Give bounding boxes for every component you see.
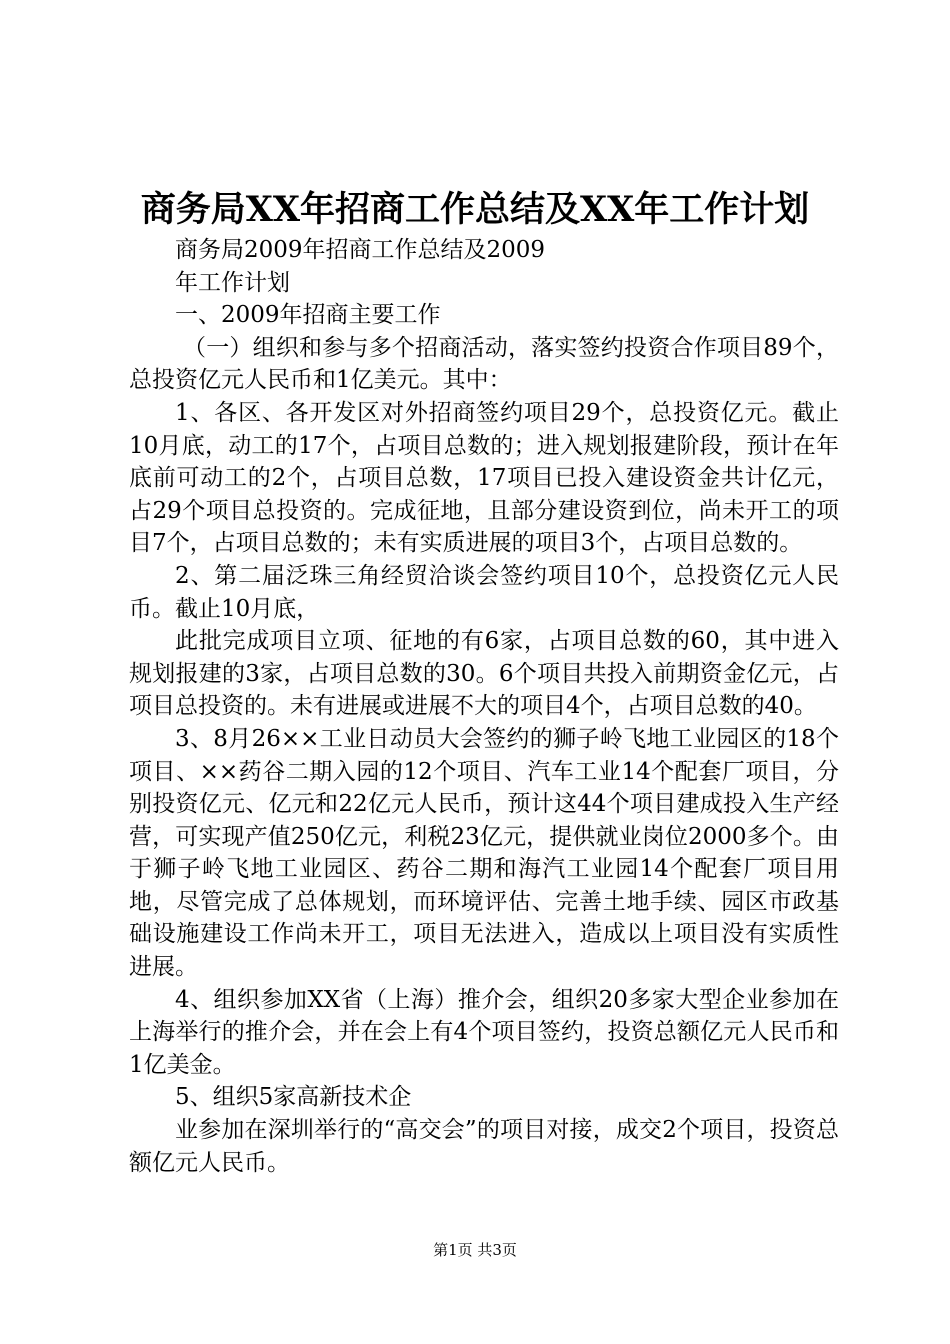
document-body	[129, 234, 839, 1179]
paragraph-subtitle-1: 商务局2009年招商工作总结及2009	[175, 237, 546, 263]
paragraph-item-3: 3、8月26××工业日动员大会签约的狮子岭飞地工业园区的18个项目、××药谷二期入园的12个项目、汽车工业14个配套厂项目，分别投资亿元、亿元和22亿元人民币，预计这44个项目建成投入生产经营，可实现产值250亿元，利税23亿元，提供就业岗位2000多个。由于狮子岭飞地工业园区、药谷二期和海汽工业园14个配套厂项目用地，尽管完成了总体规划，而环境评估、完善土地手续、园区市政基础设施建设工作尚未开工，项目无法进入，造成以上项目没有实质性进展。	[129, 725, 839, 981]
paragraph-subtitle-2: 年工作计划	[175, 269, 290, 296]
section-heading: 一、2009年招商主要工作	[175, 302, 441, 329]
paragraph-item-5-detail: 业参加在深圳举行的“高交会”的项目对接，成交2个项目，投资总额亿元人民币。	[129, 1117, 839, 1176]
page-footer: 第1页 共3页	[433, 1241, 517, 1259]
paragraph-item-1: 1、各区、各开发区对外招商签约项目29个，总投资亿元。截止10月底，动工的17个，占项目总数的；进入规划报建阶段，预计在年底前可动工的2个，占项目总数，17项目已投入建设资金共计亿元，占29个项目总投资的。完成征地，且部分建设资到位，尚未开工的项目7个，占项目总数的；未有实质进展的项目3个，占项目总数的。	[129, 399, 839, 557]
paragraph-item-2: 2、第二届泛珠三角经贸洽谈会签约项目10个，总投资亿元人民币。截止10月底，	[129, 562, 839, 622]
paragraph-item-4: 4、组织参加XX省（上海）推介会，组织20多家大型企业参加在上海举行的推介会，并在会上有4个项目签约，投资总额亿元人民币和1亿美金。	[129, 986, 839, 1078]
paragraph-item-5: 5、组织5家高新技术企	[175, 1084, 412, 1111]
document-title: 商务局XX年招商工作总结及XX年工作计划	[140, 189, 810, 230]
paragraph-overview: （一）组织和参与多个招商活动，落实签约投资合作项目89个，总投资亿元人民币和1亿美元。其中：	[129, 334, 839, 394]
paragraph-item-2-detail: 此批完成项目立项、征地的有6家，占项目总数的60，其中进入规划报建的3家，占项目总数的30。6个项目共投入前期资金亿元，占项目总投资的。未有进展或进展不大的项目4个，占项目总数的40。	[129, 628, 839, 720]
